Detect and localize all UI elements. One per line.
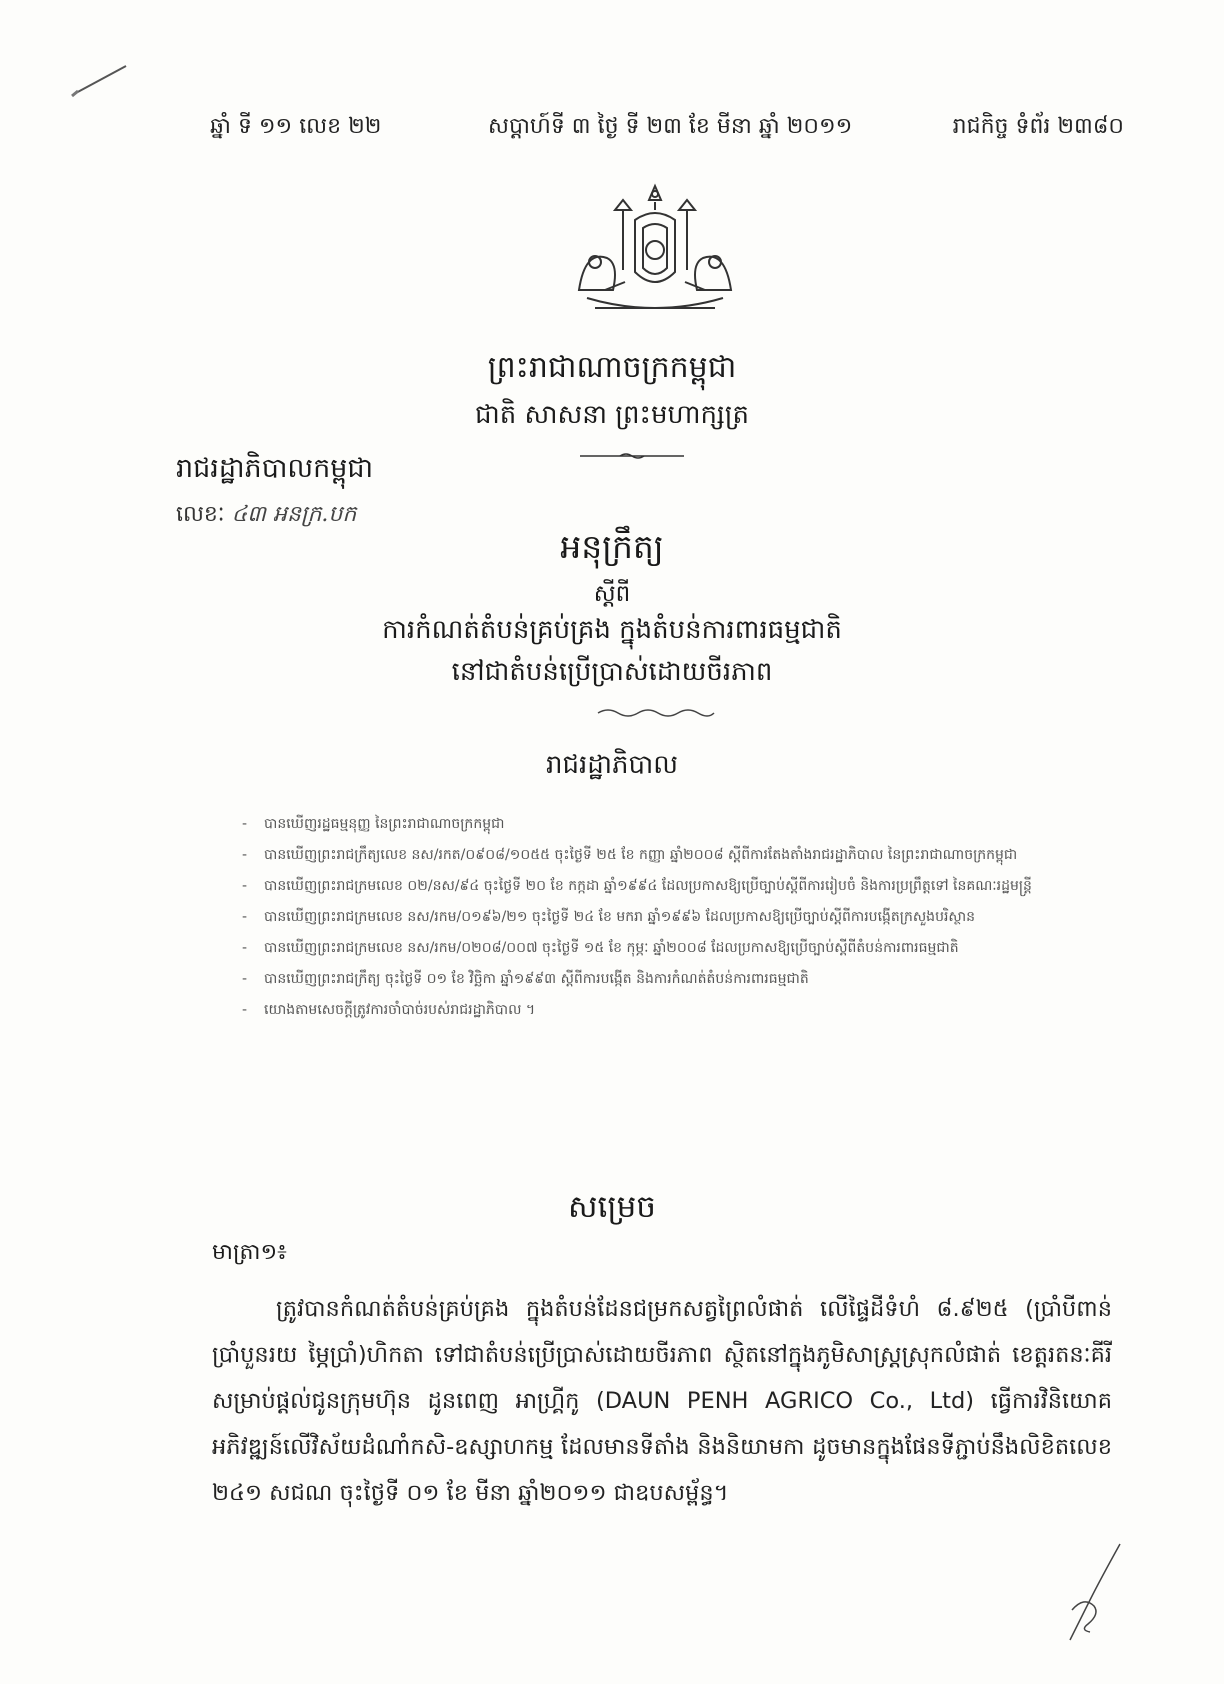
reference-item: - បានឃើញព្រះរាជក្រឹត្យលេខ នស/រកត/០៩០៨/១០៥៥ ចុះថ្ងៃទី ២៥ ខែ កញ្ញា ឆ្នាំ២០០៨ ស្តីពីការតែងតាំងរាជរដ្ឋាភិបាល នៃព្រះរាជាណាចក្រកម្ពុជា — [242, 841, 1112, 869]
article-body-text: ត្រូវបានកំណត់តំបន់គ្រប់គ្រង ក្នុងតំបន់ដែនជម្រកសត្វព្រៃលំផាត់ លើផ្ទៃដីទំហំ ៨.៩២៥ (ប្រាំបីពាន់ ប្រាំបួនរយ ម្ភៃប្រាំ)ហិកតា ទៅជាតំបន់ប្រើប្រាស់ដោយចីរភាព ស្ថិតនៅក្នុងភូមិសាស្ត្រស្រុកលំផាត់ ខេត្តរតនៈគីរី សម្រាប់ផ្តល់ជូនក្រុមហ៊ុន ដូនពេញ អាហ្គ្រីកូ (DAUN PENH AGRICO Co., Ltd) ធ្វើការវិនិយោគអភិវឌ្ឍន៍លើវិស័យដំណាំកសិ-ឧស្សាហកម្ម ដែលមានទីតាំង និងនិយាមកា ដូចមានក្នុងផែនទីភ្ជាប់នឹងលិខិតលេខ ២៤១ សជណ ចុះថ្ងៃទី ០១ ខែ មីនា ឆ្នាំ២០១១ ជាឧបសម្ព័ន្ធ។ — [212, 1296, 1112, 1506]
signature-initials — [1050, 1540, 1130, 1650]
document-type: អនុក្រឹត្យ — [560, 527, 664, 566]
reference-item: - បានឃើញព្រះរាជក្រមលេខ នស/រកម/០១៩៦/២១ ចុះថ្ងៃទី ២៤ ខែ មករា ឆ្នាំ១៩៩៦ ដែលប្រកាសឱ្យប្រើច្បាប់ស្តីពីការបង្កើតក្រសួងបរិស្ថាន — [242, 903, 1112, 931]
title-line-2: នៅជាតំបន់ប្រើប្រាស់ដោយចីរភាព — [451, 657, 773, 687]
issuer-heading: រាជរដ្ឋាភិបាល — [545, 750, 679, 780]
reference-item: - បានឃើញព្រះរាជក្រឹត្យ ចុះថ្ងៃទី ០១ ខែ វិច្ឆិកា ឆ្នាំ១៩៩៣ ស្តីពីការបង្កើត និងការកំណត់តំបន់ការពារធម្មជាតិ — [242, 965, 1112, 993]
article-heading: មាត្រា១៖ — [212, 1240, 287, 1265]
decree-number-value: ៤៣ អនក្រ.បក — [231, 502, 357, 527]
ornament-flourish — [596, 707, 716, 719]
title-about: ស្តីពី — [593, 581, 631, 607]
article-body — [212, 1286, 1112, 1516]
reference-item: - យោងតាមសេចក្តីត្រូវការចាំបាច់របស់រាជរដ្ឋាភិបាល ។ — [242, 996, 1112, 1024]
title-line-1: ការកំណត់តំបន់គ្រប់គ្រង ក្នុងតំបន់ការពារធម្មជាតិ — [382, 615, 842, 645]
ornament-divider — [580, 452, 684, 460]
national-motto: ជាតិ សាសនា ព្រះមហាក្សត្រ — [475, 400, 749, 430]
kingdom-name: ព្រះរាជាណាចក្រកម្ពុជា — [487, 350, 737, 385]
gazette-page: រាជកិច្ច ទំព័រ ២៣៨០ — [952, 114, 1124, 139]
reference-item: - បានឃើញព្រះរាជក្រមលេខ ០២/នស/៩៤ ចុះថ្ងៃទី ២០ ខែ កក្កដា ឆ្នាំ១៩៩៤ ដែលប្រកាសឱ្យប្រើច្បាប់ស្តីពីការរៀបចំ និងការប្រព្រឹត្តទៅ នៃគណៈរដ្ឋមន្ត្រី — [242, 872, 1112, 900]
reference-item: - បានឃើញព្រះរាជក្រមលេខ នស/រកម/០២០៨/០០៧ ចុះថ្ងៃទី ១៥ ខែ កុម្ភៈ ឆ្នាំ២០០៨ ដែលប្រកាសឱ្យប្រើច្បាប់ស្តីពីតំបន់ការពារធម្មជាតិ — [242, 934, 1112, 962]
decision-heading: សម្រេច — [568, 1189, 656, 1225]
decree-number-label: លេខៈ — [176, 502, 225, 527]
publication-date: សប្តាហ៍ទី ៣ ថ្ងៃ ទី ២៣ ខែ មីនា ឆ្នាំ ២០១១ — [488, 114, 853, 139]
issuing-government: រាជរដ្ឋាភិបាលកម្ពុជា — [176, 453, 374, 484]
issue-number: ឆ្នាំ ទី ១១ លេខ ២២ — [210, 114, 382, 139]
legal-references — [242, 810, 1112, 1027]
pen-stroke-mark — [70, 60, 130, 100]
reference-item: - បានឃើញរដ្ឋធម្មនុញ្ញ នៃព្រះរាជាណាចក្រកម្ពុជា — [242, 810, 1112, 838]
royal-emblem-icon — [565, 180, 745, 330]
